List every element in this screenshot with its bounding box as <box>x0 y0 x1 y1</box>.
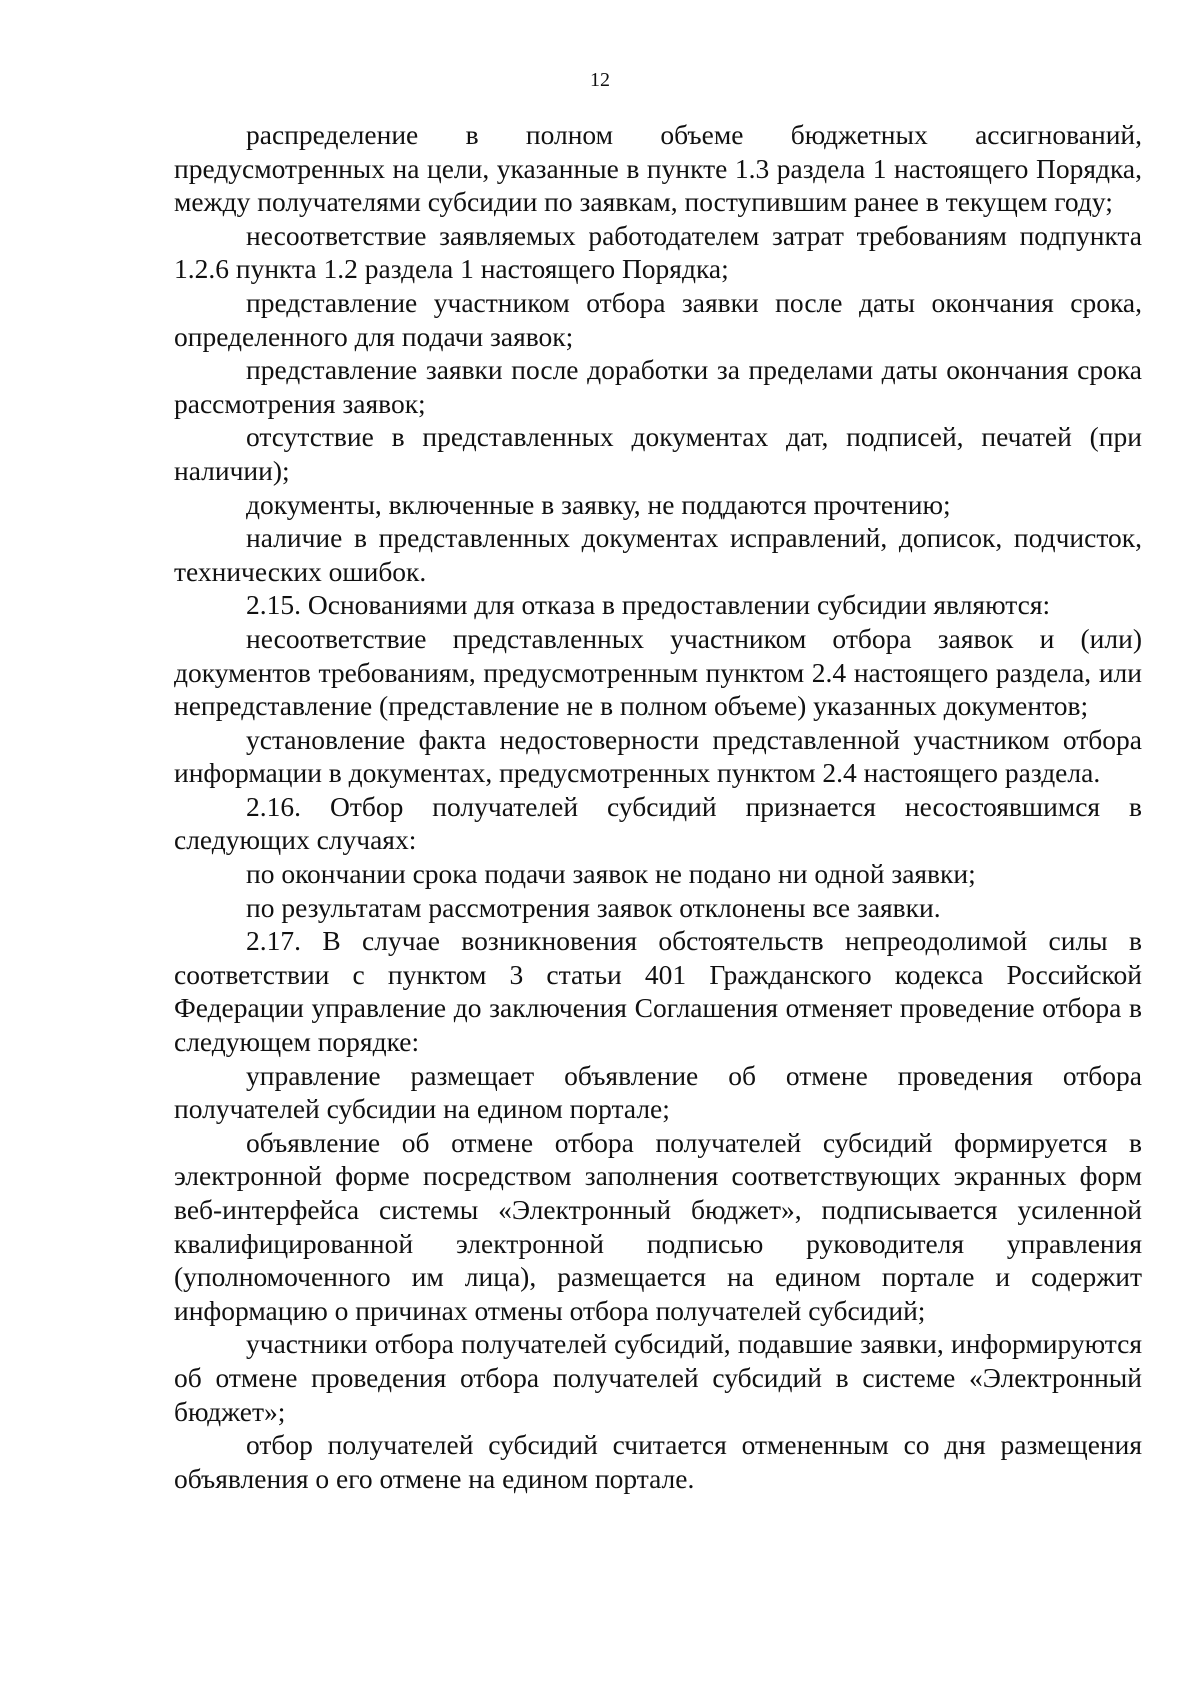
paragraph: объявление об отмене отбора получателей субсидий формируется в электронной форме посредством заполнения соответствующих экранных форм веб-интерфейса системы «Электронный бюджет», подписывается усиленной квалифицированной электронной подписью руководителя управления (уполномоченного им лица), размещается на едином портале и содержит информацию о причинах отмены отбора получателей субсидий; <box>174 1126 1142 1326</box>
document-body <box>174 118 1142 1495</box>
paragraph: несоответствие заявляемых работодателем затрат требованиям подпункта 1.2.6 пункта 1.2 раздела 1 настоящего Порядка; <box>174 219 1142 285</box>
paragraph: по окончании срока подачи заявок не подано ни одной заявки; <box>246 858 976 890</box>
paragraph: представление заявки после доработки за пределами даты окончания срока рассмотрения заявок; <box>174 354 1142 419</box>
paragraph: представление участником отбора заявки после даты окончания срока, определенного для подачи заявок; <box>174 286 1142 352</box>
paragraph: документы, включенные в заявку, не поддаются прочтению; <box>246 488 951 520</box>
paragraph: управление размещает объявление об отмене проведения отбора получателей субсидии на едином портале; <box>174 1059 1142 1125</box>
paragraph: несоответствие представленных участником отбора заявок и (или) документов требованиям, предусмотренным пунктом 2.4 настоящего раздела, или непредставление (представление не в полном объеме) указанных документов; <box>174 622 1142 722</box>
paragraph: по результатам рассмотрения заявок отклонены все заявки. <box>246 891 941 923</box>
section-paragraph-2-15: 2.15. Основаниями для отказа в предоставлении субсидии являются: <box>246 589 1051 621</box>
paragraph: установление факта недостоверности представленной участником отбора информации в документах, предусмотренных пунктом 2.4 настоящего раздела. <box>174 723 1142 789</box>
paragraph: участники отбора получателей субсидий, подавшие заявки, информируются об отмене проведения отбора получателей субсидий в системе «Электронный бюджет»; <box>174 1328 1142 1427</box>
paragraph: отбор получателей субсидий считается отмененным со дня размещения объявления о его отмене на едином портале. <box>174 1429 1142 1494</box>
section-paragraph-2-17: 2.17. В случае возникновения обстоятельств непреодолимой силы в соответствии с пунктом 3 статьи 401 Гражданского кодекса Российской Федерации управление до заключения Соглашения отменяет проведение отбора в следующем порядке: <box>174 925 1142 1058</box>
page-number: 12 <box>590 69 610 91</box>
paragraph: наличие в представленных документах исправлений, дописок, подчисток, технических ошибок. <box>174 522 1142 587</box>
paragraph: отсутствие в представленных документах дат, подписей, печатей (при наличии); <box>174 421 1142 486</box>
section-paragraph-2-16: 2.16. Отбор получателей субсидий признается несостоявшимся в следующих случаях: <box>174 790 1142 856</box>
paragraph: распределение в полном объеме бюджетных ассигнований, предусмотренных на цели, указанные в пункте 1.3 раздела 1 настоящего Порядка, между получателями субсидии по заявкам, поступившим ранее в текущем году; <box>174 119 1142 218</box>
